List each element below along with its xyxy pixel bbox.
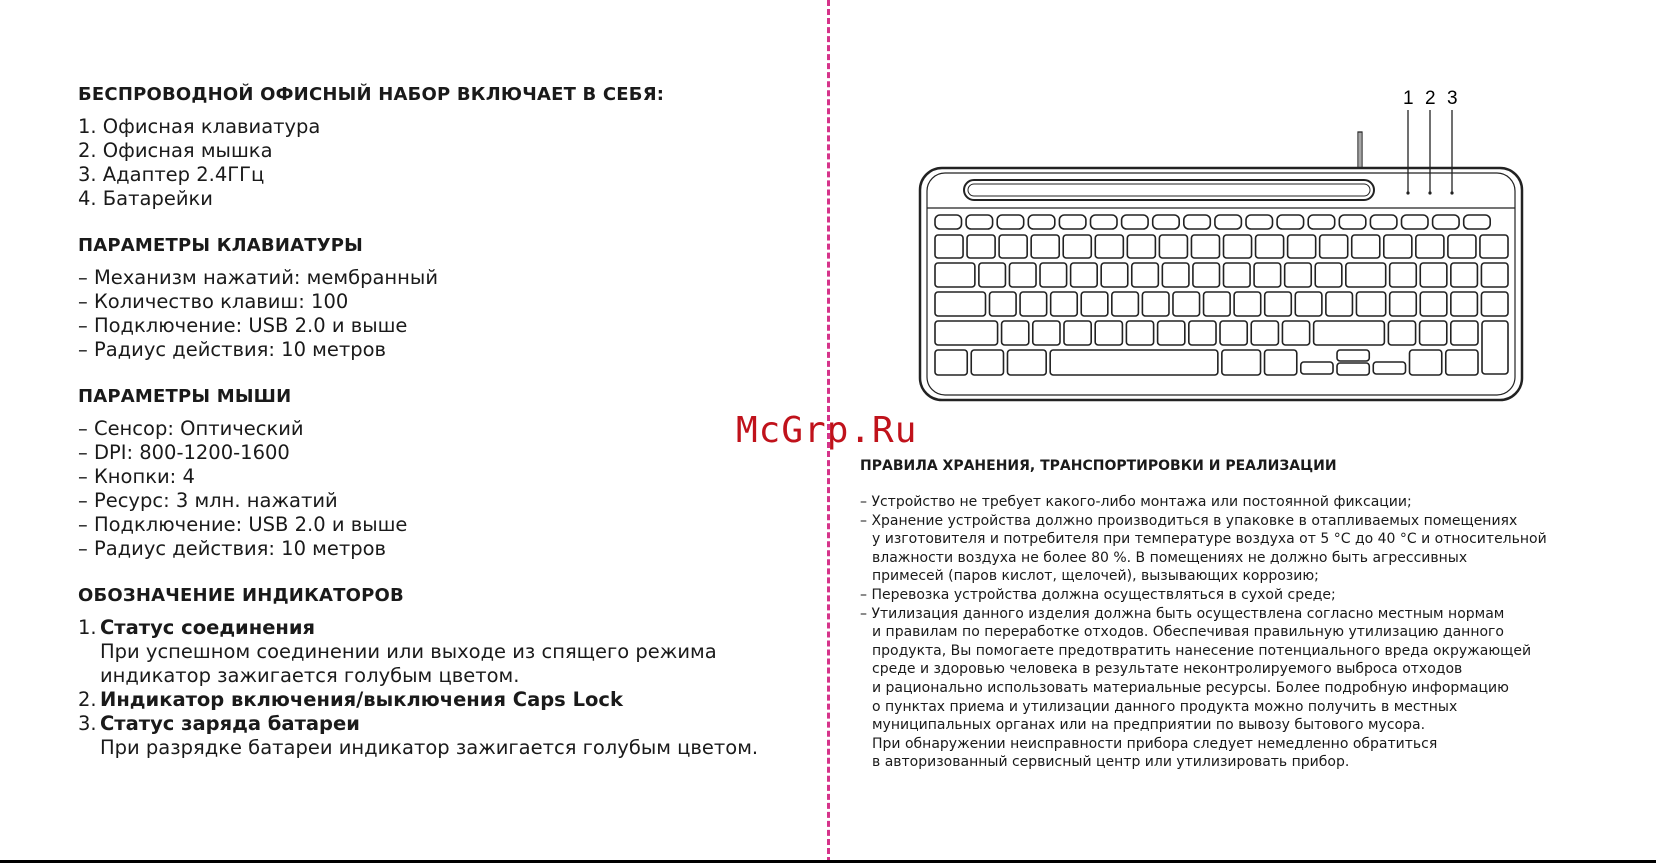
key — [1122, 215, 1149, 229]
rules-text — [860, 493, 1600, 772]
key — [1481, 263, 1508, 287]
rules-line: – Устройство не требует какого-либо монтажа или постоянной фиксации; — [860, 494, 1412, 510]
key — [997, 215, 1024, 229]
key — [1153, 215, 1180, 229]
key — [1220, 321, 1247, 345]
indicator-title: Статус заряда батареи — [100, 712, 360, 735]
key — [1416, 235, 1444, 258]
key — [1265, 292, 1292, 316]
callout-2: 2 — [1425, 88, 1436, 109]
key — [1433, 215, 1460, 229]
key — [1059, 215, 1086, 229]
list-item: – Сенсор: Оптический — [78, 417, 304, 440]
rules-title: ПРАВИЛА ХРАНЕНИЯ, ТРАНСПОРТИРОВКИ И РЕАЛИЗАЦИИ — [860, 458, 1337, 474]
key — [1420, 292, 1447, 316]
watermark: McGrp.Ru — [736, 410, 918, 451]
list-item: – Радиус действия: 10 метров — [78, 338, 387, 361]
rules-line: у изготовителя и потребителя при температуре воздуха от 5 °С до 40 °С и относительной — [872, 531, 1547, 548]
indicator-description: При разрядке батареи индикатор зажигается голубым цветом. — [100, 736, 759, 759]
list-item: – Подключение: USB 2.0 и выше — [78, 513, 408, 536]
key — [935, 215, 962, 229]
key — [1224, 235, 1252, 258]
keyboard-diagram — [900, 80, 1540, 410]
rules-line: При обнаружении неисправности прибора следует немедленно обратиться — [872, 735, 1438, 752]
key — [1095, 235, 1123, 258]
rules-line: – Перевозка устройства должна осуществляться в сухой среде; — [860, 586, 1336, 603]
key — [1158, 321, 1185, 345]
key — [1193, 263, 1220, 287]
key — [1254, 263, 1281, 287]
key — [1314, 321, 1385, 345]
key — [1050, 350, 1218, 375]
keyboard-params-list — [78, 266, 768, 362]
key — [1370, 215, 1397, 229]
key — [1126, 321, 1153, 345]
key — [979, 263, 1006, 287]
key — [1091, 215, 1118, 229]
key — [1451, 321, 1478, 345]
key — [1451, 292, 1478, 316]
key — [1337, 350, 1369, 361]
left-column — [78, 84, 768, 760]
key — [1031, 235, 1059, 258]
key — [1028, 215, 1055, 229]
key — [1127, 235, 1155, 258]
key — [1101, 263, 1128, 287]
key — [1446, 350, 1478, 375]
list-item: 1. Офисная клавиатура — [78, 115, 321, 138]
key — [1064, 321, 1091, 345]
indicator-led — [1450, 191, 1453, 194]
key — [1234, 292, 1261, 316]
rules-line: – Хранение устройства должно производиться в упаковке в отапливаемых помещениях — [860, 512, 1518, 529]
key — [1095, 321, 1122, 345]
kit-title: БЕСПРОВОДНОЙ ОФИСНЫЙ НАБОР ВКЛЮЧАЕТ В СЕБЯ: — [78, 84, 665, 105]
list-item: – DPI: 800-1200-1600 — [78, 441, 290, 464]
key — [1007, 350, 1046, 375]
key — [1002, 321, 1029, 345]
device-stand-slot — [964, 180, 1374, 200]
list-item: 3. Адаптер 2.4ГГц — [78, 163, 265, 186]
key — [1320, 235, 1348, 258]
indicator-title: Статус соединения — [100, 616, 316, 639]
key — [1189, 321, 1216, 345]
key — [1288, 235, 1316, 258]
key — [1410, 350, 1442, 375]
indicator-item — [78, 712, 768, 760]
key — [1162, 263, 1189, 287]
key — [1285, 263, 1312, 287]
key — [1482, 321, 1508, 374]
key — [1040, 263, 1067, 287]
key — [1337, 363, 1369, 375]
key — [1184, 215, 1211, 229]
rules-line: муниципальных органах или на предприятии по вывозу бытового мусора. — [872, 717, 1426, 734]
key — [1020, 292, 1047, 316]
key — [1448, 235, 1476, 258]
indicator-number: 2. — [78, 688, 97, 711]
key — [999, 235, 1027, 258]
callout-3: 3 — [1447, 88, 1458, 109]
key — [1173, 292, 1200, 316]
list-item: – Ресурс: 3 млн. нажатий — [78, 489, 338, 512]
key — [1373, 362, 1405, 374]
key — [1251, 321, 1278, 345]
key — [1051, 292, 1078, 316]
key — [1071, 263, 1098, 287]
list-item: – Подключение: USB 2.0 и выше — [78, 314, 408, 337]
keyboard-params-title: ПАРАМЕТРЫ КЛАВИАТУРЫ — [78, 235, 364, 256]
indicators-list — [78, 616, 768, 760]
indicator-item — [78, 688, 768, 712]
key — [1352, 235, 1380, 258]
key — [1215, 215, 1242, 229]
key — [935, 235, 963, 258]
list-item: – Радиус действия: 10 метров — [78, 537, 387, 560]
rules-line: в авторизованный сервисный центр или утилизировать прибор. — [872, 754, 1350, 771]
key — [1033, 321, 1060, 345]
indicator-led — [1406, 191, 1409, 194]
key — [1256, 235, 1284, 258]
indicator-item — [78, 616, 768, 688]
list-item: 2. Офисная мышка — [78, 139, 273, 162]
key — [1112, 292, 1139, 316]
indicators-title: ОБОЗНАЧЕНИЕ ИНДИКАТОРОВ — [78, 585, 404, 606]
key — [1142, 292, 1169, 316]
key — [1346, 263, 1386, 287]
key — [1132, 263, 1159, 287]
key — [935, 350, 967, 375]
rules-line: и рационально использовать материальные ресурсы. Более подробную информацию — [872, 679, 1509, 696]
key — [1451, 263, 1478, 287]
kit-list — [78, 115, 768, 211]
rules-line: влажности воздуха не более 80 %. В помещениях не должно быть агрессивных — [872, 549, 1468, 566]
key — [1277, 215, 1304, 229]
key — [971, 350, 1003, 375]
callout-1: 1 — [1403, 88, 1414, 109]
rules-line: продукта, Вы помогаете предотвратить нанесение потенциального вреда окружающей — [872, 642, 1532, 659]
keyboard-inner — [927, 173, 1515, 395]
key — [1204, 292, 1231, 316]
key — [1480, 235, 1508, 258]
indicator-led — [1428, 191, 1431, 194]
list-item: – Количество клавиш: 100 — [78, 290, 349, 313]
key — [1301, 362, 1333, 374]
list-item: – Кнопки: 4 — [78, 465, 195, 488]
key — [967, 235, 995, 258]
key — [1308, 215, 1335, 229]
keys-group — [935, 215, 1508, 375]
rules-line: среде и здоровью человека в результате неконтролируемого выброса отходов — [872, 661, 1463, 678]
key — [1224, 263, 1251, 287]
list-item: 4. Батарейки — [78, 187, 213, 210]
key — [1481, 292, 1508, 316]
indicator-number: 3. — [78, 712, 97, 735]
key — [1402, 215, 1429, 229]
list-item: – Механизм нажатий: мембранный — [78, 266, 438, 289]
key — [1384, 235, 1412, 258]
key — [1390, 292, 1417, 316]
key — [1295, 292, 1322, 316]
key — [1420, 263, 1447, 287]
mouse-params-title: ПАРАМЕТРЫ МЫШИ — [78, 386, 292, 407]
key — [935, 321, 998, 345]
rules-line: примесей (паров кислот, щелочей), вызывающих коррозию; — [872, 568, 1319, 585]
key — [1390, 263, 1417, 287]
key — [1063, 235, 1091, 258]
key — [1315, 263, 1342, 287]
key — [1420, 321, 1447, 345]
key — [935, 292, 986, 316]
rules-line: о пунктах приема и утилизации данного продукта можно получить в местных — [872, 698, 1458, 715]
mouse-params-list — [78, 417, 768, 561]
indicator-number: 1. — [78, 616, 97, 639]
key — [1081, 292, 1108, 316]
key — [1222, 350, 1261, 375]
key — [1326, 292, 1353, 316]
key — [1356, 292, 1385, 316]
rules-line: – Утилизация данного изделия должна быть осуществлена согласно местным нормам — [860, 605, 1505, 622]
key — [935, 263, 975, 287]
key — [1246, 215, 1273, 229]
key — [1191, 235, 1219, 258]
key — [1388, 321, 1415, 345]
rules-line: и правилам по переработке отходов. Обеспечивая правильную утилизацию данного — [872, 624, 1504, 641]
key — [1339, 215, 1366, 229]
keyboard-illustration — [900, 80, 1540, 410]
indicator-title: Индикатор включения/выключения Caps Lock — [100, 688, 623, 711]
indicator-description: При успешном соединении или выходе из спящего режима индикатор зажигается голубым цветом. — [100, 640, 717, 687]
key — [1159, 235, 1187, 258]
key — [1464, 215, 1491, 229]
key — [1265, 350, 1297, 375]
key — [1282, 321, 1309, 345]
key — [966, 215, 993, 229]
key — [990, 292, 1017, 316]
key — [1009, 263, 1036, 287]
keyboard-body — [920, 168, 1522, 400]
